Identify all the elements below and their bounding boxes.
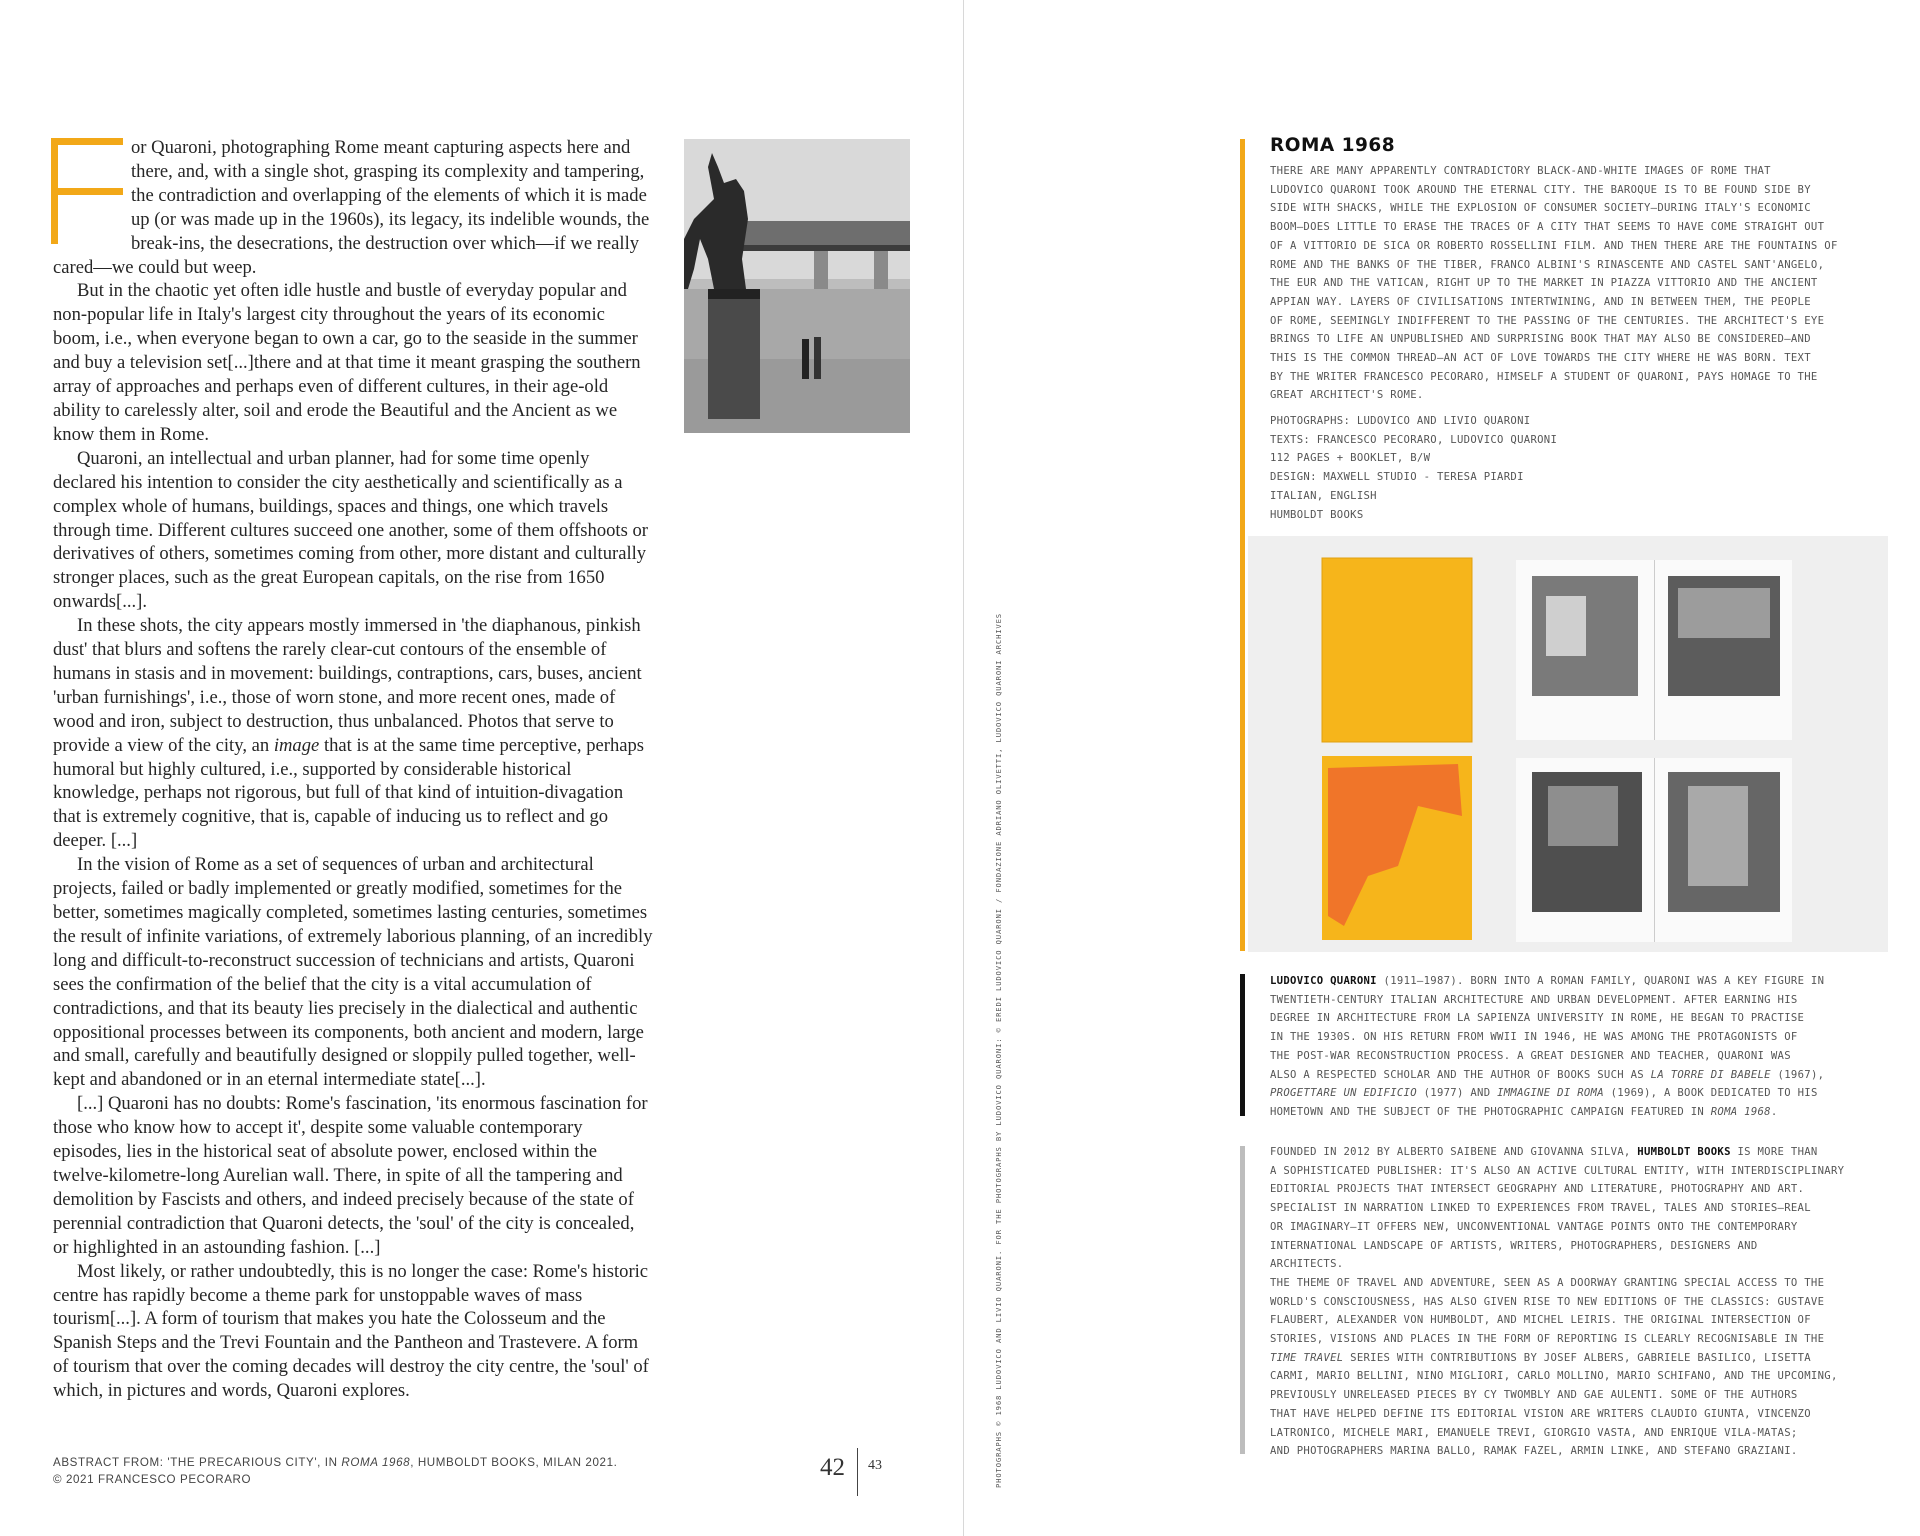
book-facts: PHOTOGRAPHS: LUDOVICO AND LIVIO QUARONI TEXTS: FRANCESCO PECORARO, LUDOVICO QUARONI 112 PAGES + BOOKLET, B/W DESIGN: MAXWELL STUDIO - TERESA PIARDI ITALIAN, ENGLISH HUMBOLDT BOOKS bbox=[1270, 415, 1558, 521]
page-number-right: 43 bbox=[868, 1458, 882, 1473]
essay-paragraph-1: or Quaroni, photographing Rome meant capturing aspects here and there, and, with a single shot, grasping its complexity and tampering, the contradiction and overlapping of the elements of which it is made up (or was made up in the 1960s), its legacy, its indelible wounds, the break-ins, the desecrations, the destruction over which—if we really cared—we could but weep. bbox=[53, 137, 650, 278]
sidebar-intro: THERE ARE MANY APPARENTLY CONTRADICTORY BLACK-AND-WHITE IMAGES OF ROME THAT LUDOVICO QUARONI TOOK AROUND THE ETERNAL CITY. THE BAROQUE IS TO BE FOUND SIDE BY SIDE WITH SHACKS, WHILE THE EXPLOSION OF CONSUMER SOCIETY—DURING ITALY'S ECONOMIC BOOM—DOES LITTLE TO ERASE THE TRACES OF A CITY THAT SEEMS TO HAVE COME STRAIGHT OUT OF A VITTORIO DE SICA OR ROBERTO ROSSELLINI FILM. AND THEN THERE ARE THE FOUNTAINS OF ROME AND THE BANKS OF THE TIBER, FRANCO ALBINI'S RINASCENTE AND CASTEL SANT'ANGELO, THE EUR AND THE VATICAN, RIGHT UP TO THE MARKET IN PIAZZA VITTORIO AND THE ANCIENT APPIAN WAY. LAYERS OF CIVILISATIONS INTERTWINING, AND IN BETWEEN THEM, THE PEOPLE OF ROME, SEEMINGLY INDIFFERENT TO THE PASSING OF THE CENTURIES. THE ARCHITECT'S EYE BRINGS TO LIFE AN UNPUBLISHED AND SURPRISING BOOK THAT MAY ALSO BE CONSIDERED—AND THIS IS THE COMMON THREAD—AN ACT OF LOVE TOWARDS THE CITY WHERE HE WAS BORN. TEXT BY THE WRITER FRANCESCO PECORARO, HIMSELF A STUDENT OF QUARONI, PAYS HOMAGE TO THE GREAT ARCHITECT'S ROME. bbox=[1270, 165, 1838, 402]
sidebar-title: ROMA 1968 bbox=[1270, 135, 1396, 156]
page-gutter bbox=[963, 0, 964, 1536]
abstract-line-2: © 2021 FRANCESCO PECORARO bbox=[53, 1473, 252, 1486]
essay-paragraph-3: Quaroni, an intellectual and urban planner, had for some time openly declared his intention to consider the city aesthetically and scientifically as a complex whole of humans, buildings, spaces and things, one which travels through time. Different cultures succeed one another, some of them offshoots or derivatives of others, sometimes coming from other, more distant and culturally stronger places, such as the great European capitals, on the rise from 1650 onwards[...]. bbox=[53, 447, 648, 613]
accent-bar-yellow bbox=[1240, 139, 1245, 951]
abstract-line-1: ABSTRACT FROM: 'THE PRECARIOUS CITY', IN ROMA 1968, HUMBOLDT BOOKS, MILAN 2021. bbox=[53, 1456, 618, 1469]
drop-cap-f bbox=[51, 138, 123, 244]
photo-credit-vertical: PHOTOGRAPHS © 1968 LUDOVICO AND LIVIO QUARONI. FOR THE PHOTOGRAPHS BY LUDOVICO QUARONI: © EREDI LUDOVICO QUARONI / FONDAZIONE ADRIANO OLIVETTI, LUDOVICO QUARONI ARCHIVES bbox=[994, 613, 1003, 1488]
book-spreads-photo bbox=[1248, 536, 1888, 952]
publisher-info: FOUNDED IN 2012 BY ALBERTO SAIBENE AND GIOVANNA SILVA, HUMBOLDT BOOKS IS MORE THAN A SOPHISTICATED PUBLISHER: IT'S ALSO AN ACTIVE CULTURAL ENTITY, WITH INTERDISCIPLINARY EDITORIAL PROJECTS THAT INTERSECT GEOGRAPHY AND LITERATURE, PHOTOGRAPHY AND ART. SPECIALIST IN NARRATION LINKED TO EXPERIENCES FROM TRAVEL, TALES AND STORIES—REAL OR IMAGINARY—IT OFFERS NEW, UNCONVENTIONAL VANTAGE POINTS ONTO THE CONTEMPORARY INTERNATIONAL LANDSCAPE OF ARTISTS, WRITERS, PHOTOGRAPHERS, DESIGNERS AND ARCHITECTS. THE THEME OF TRAVEL AND ADVENTURE, SEEN AS A DOORWAY GRANTING SPECIAL ACCESS TO THE WORLD'S CONSCIOUSNESS, HAS ALSO GIVEN RISE TO NEW EDITIONS OF THE CLASSICS: GUSTAVE FLAUBERT, ALEXANDER VON HUMBOLDT, AND MICHEL LEIRIS. THE ORIGINAL INTERSECTION OF STORIES, VISIONS AND PLACES IN THE FORM OF REPORTING IS CLEARLY RECOGNISABLE IN THE TIME TRAVEL SERIES WITH CONTRIBUTIONS BY JOSEF ALBERS, GABRIELE BASILICO, LISETTA CARMI, MARIO BELLINI, NINO MIGLIORI, CARLO MOLLINO, MARIO SCHIFANO, AND THE UPCOMING, PREVIOUSLY UNRELEASED PIECES BY CY TWOMBLY AND GAE AULENTI. SOME OF THE AUTHORS THAT HAVE HELPED DEFINE ITS EDITORIAL VISION ARE WRITERS CLAUDIO GIUNTA, VINCENZO LATRONICO, MICHELE MARI, EMANUELE TREVI, GIORGIO VASTA, AND ENRIQUE VILA-MATAS; AND PHOTOGRAPHERS MARINA BALLO, RAMAK FAZEL, ARMIN LINKE, AND STEFANO GRAZIANI. bbox=[1270, 1146, 1845, 1458]
essay-paragraph-6: [...] Quaroni has no doubts: Rome's fascination, 'its enormous fascination for those who know how to accept it', despite some valuable contemporary episodes, lies in the historical seat of absolute power, enclosed within the twelve-kilometre-long Aurelian wall. There, in spite of all the tampering and demolition by Fascists and others, and indeed precisely because of the state of perennial contradiction that Quaroni detects, the 'soul' of the city is concealed, or highlighted in an astounding fashion. [...] bbox=[53, 1093, 648, 1258]
author-bio: LUDOVICO QUARONI (1911–1987). BORN INTO A ROMAN FAMILY, QUARONI WAS A KEY FIGURE IN TWENTIETH-CENTURY ITALIAN ARCHITECTURE AND URBAN DEVELOPMENT. AFTER EARNING HIS DEGREE IN ARCHITECTURE FROM LA SAPIENZA UNIVERSITY IN ROME, HE BEGAN TO PRACTISE IN THE 1930S. ON HIS RETURN FROM WWII IN 1946, HE WAS AMONG THE PROTAGONISTS OF THE POST-WAR RECONSTRUCTION PROCESS. A GREAT DESIGNER AND TEACHER, QUARONI WAS ALSO A RESPECTED SCHOLAR AND THE AUTHOR OF BOOKS SUCH AS LA TORRE DI BABELE (1967), PROGETTARE UN EDIFICIO (1977) AND IMMAGINE DI ROMA (1969), A BOOK DEDICATED TO HIS HOMETOWN AND THE SUBJECT OF THE PHOTOGRAPHIC CAMPAIGN FEATURED IN ROMA 1968. bbox=[1270, 975, 1825, 1118]
statue-bridge-photo bbox=[684, 139, 910, 433]
page-number-left: 42 bbox=[820, 1454, 845, 1481]
essay-body bbox=[53, 136, 653, 1403]
essay-paragraph-5: In the vision of Rome as a set of sequences of urban and architectural projects, failed or badly implemented or greatly modified, sometimes for the better, sometimes magically completed, sometimes lasting centuries, sometimes the result of infinite variations, of extremely laborious planning, of an incredibly long and difficult-to-reconstruct succession of technicians and artists, Quaroni sees the confirmation of the belief that the city is a vital accumulation of contradictions, and that its beauty lies precisely in the dialectical and authentic oppositional processes between its components, both ancient and modern, large and small, carefully and beautifully designed or sloppily pulled together, well-kept and abandoned or in an eternal intermediate state[...]. bbox=[53, 854, 653, 1091]
italic-image: image bbox=[273, 734, 320, 756]
abstract-note bbox=[53, 1454, 673, 1488]
essay-paragraph-4: In these shots, the city appears mostly immersed in 'the diaphanous, pinkish dust' that blurs and softens the rarely clear-cut contours of the ensemble of humans in stasis and in movement: buildings, contraptions, cars, buses, ancient 'urban furnishings', i.e., those of worn stone, and more recent ones, made of wood and iron, subject to destruction, thus unbalanced. Photos that serve to provide a view of the city, an image that is at the same time perceptive, perhaps humoral but highly cultured, i.e., supported by considerable historical knowledge, perhaps not rigorous, but full of that kind of intuition-divagation that is extremely cognitive, that is, capable of inducing us to reflect and go deeper. [...] bbox=[53, 615, 645, 852]
essay-paragraph-2: But in the chaotic yet often idle hustle and bustle of everyday popular and non-popular life in Italy's largest city throughout the years of its economic boom, i.e., when everyone began to own a car, go to the seaside in the summer and buy a television set[...]there and at that time it meant grasping the southern array of approaches and perhaps even of different cultures, in their age-old ability to carelessly alter, soil and erode the Beautiful and the Ancient as we know them in Rome. bbox=[53, 280, 641, 445]
bio-name: LUDOVICO QUARONI bbox=[1270, 975, 1377, 987]
essay-paragraph-7: Most likely, or rather undoubtedly, this is no longer the case: Rome's historic centre has rapidly become a theme park for unstoppable waves of mass tourism[...]. A form of tourism that makes you hate the Colosseum and the Spanish Steps and the Trevi Fountain and the Pantheon and Trastevere. A form of tourism that over the coming decades will destroy the city centre, the 'soul' of which, in pictures and words, Quaroni explores. bbox=[53, 1260, 649, 1402]
accent-bar-black bbox=[1240, 974, 1245, 1116]
page-number-divider bbox=[857, 1448, 858, 1496]
accent-bar-grey bbox=[1240, 1146, 1245, 1454]
publisher-name: HUMBOLDT BOOKS bbox=[1637, 1146, 1731, 1158]
